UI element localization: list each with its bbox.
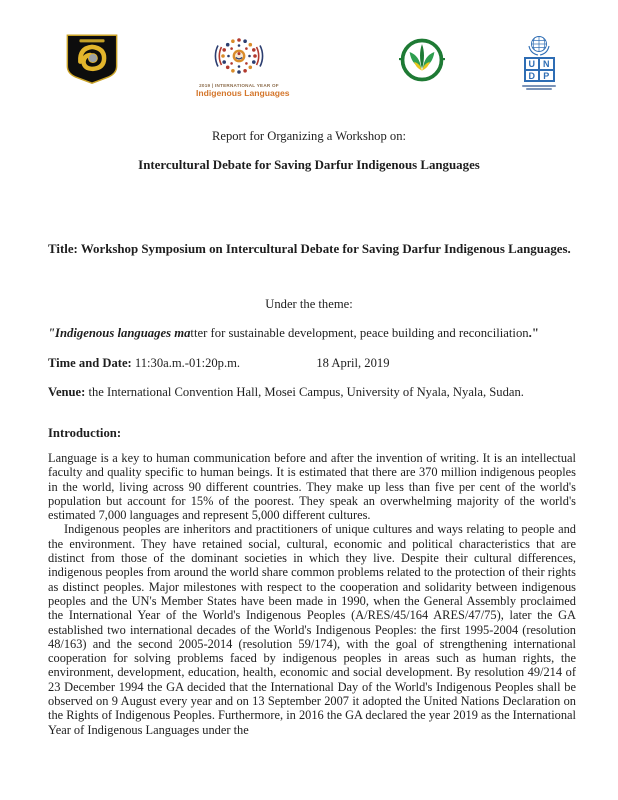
- quote-italic-part: "Indigenous languages ma: [48, 326, 191, 340]
- indigenous-languages-circle-icon: [196, 31, 282, 81]
- university-of-nyala-shield-logo: [66, 33, 118, 85]
- date-value: 18 April, 2019: [316, 356, 390, 370]
- iyil-2019-logo: [196, 31, 290, 98]
- quote-regular-part: tter for sustainable development, peace building and reconciliation: [190, 326, 529, 340]
- quote-end-part: .": [528, 326, 539, 340]
- undp-letters: [524, 57, 555, 82]
- title-label: Title:: [48, 242, 78, 256]
- undp-logo: [518, 34, 560, 90]
- shield-icon: [66, 72, 118, 89]
- undp-letter-n: N: [539, 58, 554, 70]
- under-theme-line: Under the theme:: [265, 297, 353, 311]
- iyil-title-text: Indigenous Languages: [196, 88, 290, 98]
- theme-quote: [48, 326, 576, 341]
- title-paragraph: [48, 241, 576, 258]
- report-heading: Report for Organizing a Workshop on:: [211, 129, 407, 143]
- venue-line: [48, 385, 576, 400]
- time-date-label: Time and Date:: [48, 356, 132, 370]
- undp-letter-d: D: [525, 70, 540, 82]
- undp-tagline: [522, 85, 556, 91]
- un-emblem-icon: [518, 34, 560, 56]
- title-text: Workshop Symposium on Intercultural Debate for Saving Darfur Indigenous Languages.: [80, 242, 571, 256]
- intro-paragraph-1: Language is a key to human communication before and after the invention of writing. It is an intellectual faculty and quality specific to human beings. It is estimated that there are 370 million indigenous peoples in the world, living across 90 different countries. They make up less than five per cent of the world's population but account for 15% of the poorest. They speak an overwhelming majority of the world's estimated 7,000 languages and represent 5,000 different cultures.: [48, 451, 576, 523]
- time-and-date-line: [48, 356, 576, 371]
- undp-tagline-line2: [526, 88, 552, 90]
- venue-label: Venue:: [48, 385, 86, 399]
- workshop-main-title: Intercultural Debate for Saving Darfur Indigenous Languages: [138, 158, 480, 172]
- undp-letter-p: P: [539, 70, 554, 82]
- green-plant-ring-logo: [399, 37, 445, 83]
- intro-paragraph-2: Indigenous peoples are inheritors and practitioners of unique cultures and ways relating to people and the environment. They have retained social, cultural, economic and political characteristics that are distinct from those of the dominant societies in which they live. Despite their cultural differences, indigenous peoples from around the world share common problems related to the protection of their rights as distinct peoples. Major milestones with respect to the cooperation and solidarity between indigenous peoples and the UN's Member States have been made in 1990, when the General Assembly proclaimed the International Year of the World's Indigenous Peoples (A/RES/45/164 ARES/47/75), later the GA established two international decades of the World's Indigenous Peoples: the first 1995-2004 (resolution 48/163) and the second 2005-2014 (resolution 59/174), with the goal of strengthening international cooperation for solving problems faced by indigenous peoples in areas such as human rights, the environment, development, education, health, economic and social development. By resolution 49/214 of 23 December 1994 the GA decided that the International Day of the World's Indigenous Peoples shall be observed on 9 August every year and on 13 September 2007 it adopted the United Nations Declaration on the Rights of Indigenous Peoples. Furthermore, in 2016 the GA declared the year 2019 as the International Year of Indigenous Languages under the: [48, 522, 576, 737]
- venue-text: the International Convention Hall, Mosei Campus, University of Nyala, Nyala, Sudan.: [88, 385, 524, 399]
- undp-letter-u: U: [525, 58, 540, 70]
- time-value: 11:30a.m.-01:20p.m.: [134, 356, 241, 370]
- undp-tagline-line1: [522, 85, 556, 87]
- introduction-body: [48, 451, 576, 737]
- introduction-heading: Introduction:: [48, 426, 122, 440]
- iyil-year-text: 2019 | INTERNATIONAL YEAR OF: [199, 83, 279, 88]
- plant-ring-icon: [399, 70, 445, 87]
